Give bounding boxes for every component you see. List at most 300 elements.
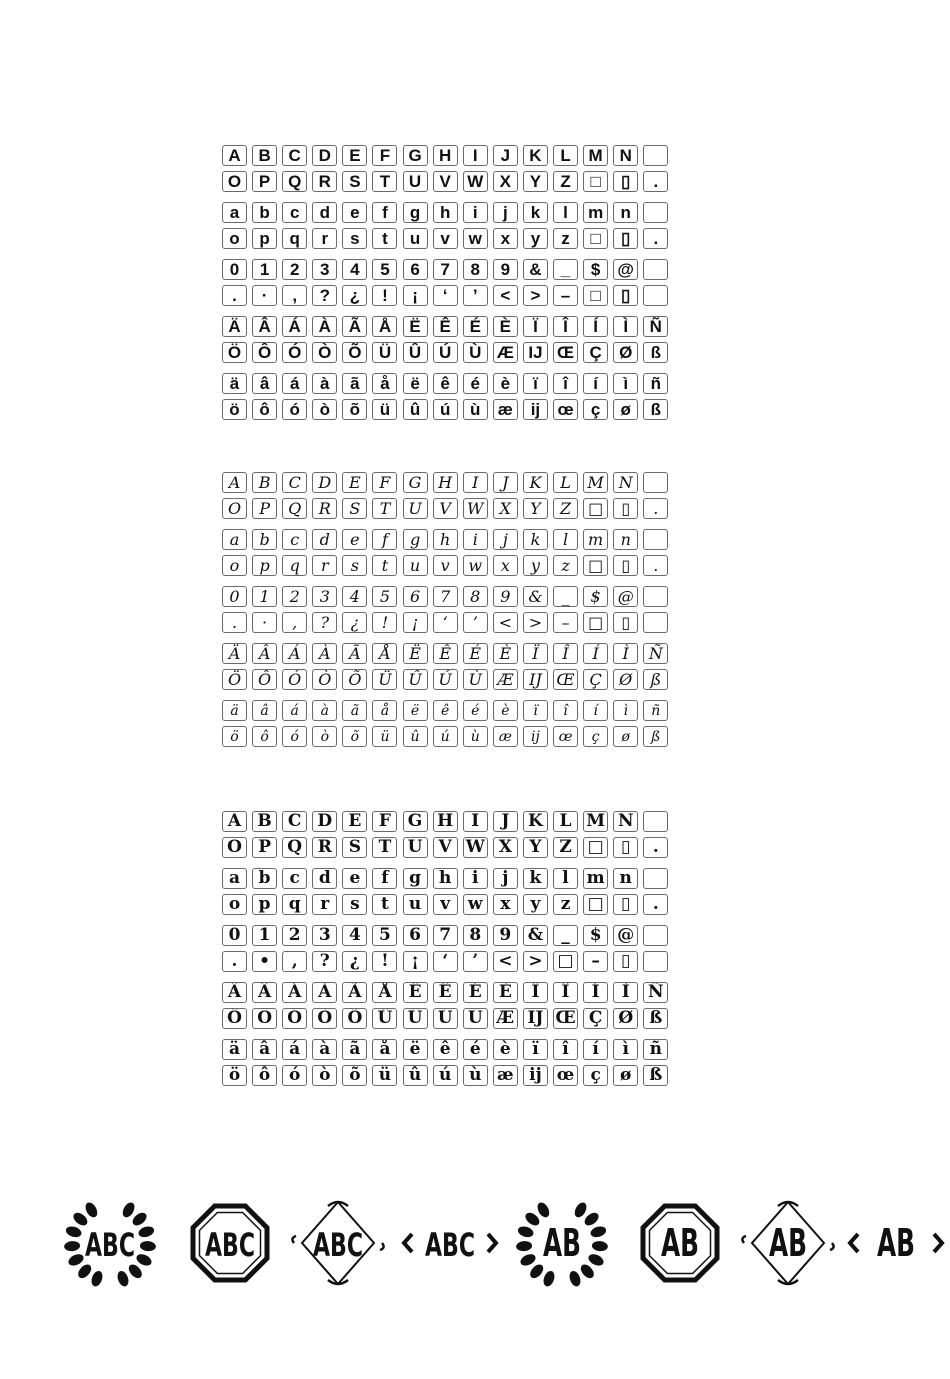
glyph-key: œ xyxy=(553,1065,578,1086)
glyph-key: – xyxy=(553,285,578,306)
monogram-letters: AB xyxy=(661,1221,699,1265)
glyph-key: æ xyxy=(493,1065,518,1086)
glyph-key: □ xyxy=(583,171,608,192)
glyph-key: U xyxy=(403,837,428,858)
glyph-key: □ xyxy=(553,951,578,972)
glyph-row xyxy=(222,700,692,722)
glyph-key: 5 xyxy=(372,259,397,280)
glyph-key: ä xyxy=(222,700,247,721)
glyph-key: e xyxy=(342,868,367,889)
glyph-key: . xyxy=(643,498,668,519)
glyph-key: S xyxy=(342,498,367,519)
glyph-key: ? xyxy=(312,612,337,633)
glyph-key: ú xyxy=(433,399,458,420)
glyph-key: L xyxy=(553,811,578,832)
glyph-row xyxy=(222,726,692,748)
glyph-key: 8 xyxy=(463,259,488,280)
glyph-key: á xyxy=(282,700,307,721)
glyph-key: 5 xyxy=(372,925,397,946)
glyph-key: m xyxy=(583,868,608,889)
glyph-key: Ø xyxy=(613,1008,638,1029)
glyph-key: v xyxy=(433,894,458,915)
glyph-key: d xyxy=(312,529,337,550)
monogram-letters: AB xyxy=(769,1221,807,1265)
glyph-key: IJ xyxy=(523,669,548,690)
glyph-key: Å xyxy=(372,316,397,337)
glyph-key: Å xyxy=(372,643,397,664)
glyph-row xyxy=(222,982,692,1004)
glyph-key: è xyxy=(493,373,518,394)
glyph-key: < xyxy=(493,612,518,633)
glyph-key: ▯ xyxy=(613,555,638,576)
glyph-row xyxy=(222,868,692,890)
glyph-key: N xyxy=(613,472,638,493)
glyph-key: p xyxy=(252,555,277,576)
glyph-key: M xyxy=(583,145,608,166)
glyph-key: . xyxy=(222,285,247,306)
glyph-key: □ xyxy=(583,555,608,576)
glyph-key: à xyxy=(312,1039,337,1060)
glyph-key xyxy=(643,811,668,832)
glyph-key: q xyxy=(282,228,307,249)
glyph-key: 0 xyxy=(222,586,247,607)
glyph-key: r xyxy=(312,555,337,576)
glyph-key: P xyxy=(252,498,277,519)
glyph-key: X xyxy=(493,498,518,519)
glyph-key: ‘ xyxy=(433,285,458,306)
glyph-row xyxy=(222,951,692,973)
glyph-key: Í xyxy=(583,982,608,1003)
glyph-key: j xyxy=(493,202,518,223)
glyph-key: R xyxy=(312,171,337,192)
monogram-letters: AB xyxy=(543,1221,581,1265)
glyph-key: Q xyxy=(282,837,307,858)
glyph-key: è xyxy=(493,700,518,721)
glyph-key: í xyxy=(583,1039,608,1060)
glyph-key: È xyxy=(493,316,518,337)
glyph-key: p xyxy=(252,894,277,915)
glyph-key: å xyxy=(372,1039,397,1060)
glyph-key: v xyxy=(433,555,458,576)
glyph-key: Œ xyxy=(553,669,578,690)
glyph-key: ê xyxy=(433,700,458,721)
glyph-key: L xyxy=(553,472,578,493)
glyph-key: 7 xyxy=(433,586,458,607)
glyph-key: w xyxy=(463,894,488,915)
monogram-frames xyxy=(60,1198,940,1288)
glyph-key: & xyxy=(523,259,548,280)
glyph-key: Ö xyxy=(222,342,247,363)
glyph-key: Ø xyxy=(613,669,638,690)
glyph-key: n xyxy=(613,868,638,889)
glyph-key: @ xyxy=(613,586,638,607)
glyph-row xyxy=(222,202,692,224)
glyph-key: â xyxy=(252,700,277,721)
glyph-key: □ xyxy=(583,285,608,306)
glyph-key: ê xyxy=(433,373,458,394)
glyph-key: 2 xyxy=(282,586,307,607)
glyph-key: 8 xyxy=(463,586,488,607)
glyph-key: V xyxy=(433,498,458,519)
glyph-key: Á xyxy=(282,316,307,337)
glyph-key: h xyxy=(433,529,458,550)
glyph-key: Å xyxy=(372,982,397,1003)
glyph-key: Ê xyxy=(433,643,458,664)
glyph-key: O xyxy=(222,171,247,192)
glyph-key: t xyxy=(372,894,397,915)
glyph-key: Y xyxy=(523,837,548,858)
glyph-key: ß xyxy=(643,1065,668,1086)
glyph-key: ö xyxy=(222,399,247,420)
glyph-row xyxy=(222,316,692,338)
glyph-key: Â xyxy=(252,316,277,337)
glyph-key: Â xyxy=(252,643,277,664)
glyph-key: Æ xyxy=(493,342,518,363)
glyph-key: ▯ xyxy=(613,894,638,915)
glyph-key: Ï xyxy=(523,643,548,664)
glyph-key: Ñ xyxy=(643,982,668,1003)
glyph-key: ù xyxy=(463,1065,488,1086)
glyph-key: Á xyxy=(282,982,307,1003)
glyph-key: , xyxy=(282,612,307,633)
glyph-key: D xyxy=(312,472,337,493)
glyph-key: ‘ xyxy=(433,612,458,633)
glyph-key: ? xyxy=(312,951,337,972)
glyph-row xyxy=(222,228,692,250)
glyph-row xyxy=(222,612,692,634)
glyph-key: é xyxy=(463,1039,488,1060)
glyph-key: 3 xyxy=(312,925,337,946)
glyph-key: é xyxy=(463,373,488,394)
glyph-key: É xyxy=(463,643,488,664)
glyph-key: m xyxy=(583,529,608,550)
glyph-key: ’ xyxy=(463,951,488,972)
glyph-key: Z xyxy=(553,837,578,858)
glyph-key: s xyxy=(342,894,367,915)
glyph-key: 2 xyxy=(282,925,307,946)
glyph-key: I xyxy=(463,472,488,493)
glyph-key: · xyxy=(252,612,277,633)
glyph-key: _ xyxy=(553,925,578,946)
laurel-wreath-monogram xyxy=(512,1198,612,1288)
glyph-key: Ê xyxy=(433,316,458,337)
glyph-key: 1 xyxy=(252,259,277,280)
glyph-row xyxy=(222,529,692,551)
glyph-key: j xyxy=(493,529,518,550)
glyph-key: u xyxy=(403,555,428,576)
glyph-row xyxy=(222,669,692,691)
glyph-key: ø xyxy=(613,1065,638,1086)
glyph-key: o xyxy=(222,555,247,576)
glyph-key: Ä xyxy=(222,982,247,1003)
glyph-key: ï xyxy=(523,700,548,721)
glyph-key: ô xyxy=(252,399,277,420)
glyph-key: d xyxy=(312,868,337,889)
glyph-key: H xyxy=(433,145,458,166)
glyph-key: ▯ xyxy=(613,498,638,519)
glyph-key: Ó xyxy=(282,1008,307,1029)
glyph-key: 3 xyxy=(312,259,337,280)
glyph-key: 4 xyxy=(342,259,367,280)
glyph-key: ö xyxy=(222,1065,247,1086)
glyph-key: i xyxy=(463,529,488,550)
glyph-key: I xyxy=(463,145,488,166)
glyph-key: c xyxy=(282,202,307,223)
glyph-key: í xyxy=(583,700,608,721)
glyph-key: Ë xyxy=(403,316,428,337)
glyph-key: s xyxy=(342,555,367,576)
glyph-key xyxy=(643,868,668,889)
glyph-key: Í xyxy=(583,643,608,664)
glyph-key: T xyxy=(372,171,397,192)
scroll-bracket-monogram xyxy=(738,1198,838,1288)
glyph-key: . xyxy=(643,171,668,192)
glyph-key: å xyxy=(372,700,397,721)
glyph-row xyxy=(222,925,692,947)
glyph-key: ë xyxy=(403,700,428,721)
glyph-key: I xyxy=(463,811,488,832)
glyph-key: ▯ xyxy=(613,612,638,633)
glyph-key: _ xyxy=(553,259,578,280)
glyph-key: æ xyxy=(493,399,518,420)
glyph-key: – xyxy=(583,951,608,972)
glyph-row xyxy=(222,171,692,193)
glyph-key: å xyxy=(372,373,397,394)
glyph-key: ì xyxy=(613,373,638,394)
glyph-key: b xyxy=(252,202,277,223)
glyph-key: ij xyxy=(523,726,548,747)
glyph-key: Î xyxy=(553,316,578,337)
glyph-key: 0 xyxy=(222,259,247,280)
monogram-letters: AB xyxy=(877,1221,915,1265)
glyph-key: ‘ xyxy=(433,951,458,972)
glyph-key: V xyxy=(433,171,458,192)
glyph-key: □ xyxy=(583,498,608,519)
glyph-key: . xyxy=(643,837,668,858)
glyph-key: Ì xyxy=(613,643,638,664)
glyph-key: · xyxy=(252,285,277,306)
glyph-key xyxy=(643,951,668,972)
glyph-key: B xyxy=(252,145,277,166)
glyph-key: r xyxy=(312,894,337,915)
glyph-key: h xyxy=(433,202,458,223)
glyph-key: ! xyxy=(372,951,397,972)
glyph-key: Â xyxy=(252,982,277,1003)
glyph-key: $ xyxy=(583,925,608,946)
glyph-key: t xyxy=(372,555,397,576)
glyph-key: & xyxy=(523,586,548,607)
glyph-key: ó xyxy=(282,399,307,420)
glyph-key: Ë xyxy=(403,643,428,664)
glyph-key: . xyxy=(643,894,668,915)
glyph-key: i xyxy=(463,868,488,889)
glyph-key: W xyxy=(463,498,488,519)
glyph-key: O xyxy=(222,498,247,519)
glyph-key: > xyxy=(523,612,548,633)
glyph-key: 7 xyxy=(433,259,458,280)
glyph-key: ! xyxy=(372,612,397,633)
glyph-key: K xyxy=(523,472,548,493)
glyph-key: õ xyxy=(342,726,367,747)
glyph-key: ä xyxy=(222,1039,247,1060)
glyph-key: ô xyxy=(252,1065,277,1086)
glyph-key: ’ xyxy=(463,612,488,633)
glyph-key: IJ xyxy=(523,342,548,363)
angle-bracket-monogram xyxy=(400,1198,500,1288)
glyph-key: E xyxy=(342,145,367,166)
glyph-key: ù xyxy=(463,399,488,420)
glyph-key: a xyxy=(222,529,247,550)
glyph-key: à xyxy=(312,700,337,721)
glyph-key: l xyxy=(553,202,578,223)
glyph-row xyxy=(222,259,692,281)
glyph-key xyxy=(643,472,668,493)
glyph-key: F xyxy=(372,145,397,166)
glyph-key: , xyxy=(282,951,307,972)
glyph-key: 7 xyxy=(433,925,458,946)
glyph-key: ã xyxy=(342,700,367,721)
glyph-key: x xyxy=(493,555,518,576)
glyph-key: s xyxy=(342,228,367,249)
glyph-key: À xyxy=(312,316,337,337)
glyph-key: Ì xyxy=(613,982,638,1003)
glyph-key xyxy=(643,285,668,306)
glyph-key: ì xyxy=(613,1039,638,1060)
glyph-key: Ã xyxy=(342,643,367,664)
glyph-key: k xyxy=(523,202,548,223)
glyph-row xyxy=(222,1008,692,1030)
glyph-key: Ç xyxy=(583,342,608,363)
glyph-key: À xyxy=(312,982,337,1003)
glyph-key: Î xyxy=(553,643,578,664)
glyph-key: Á xyxy=(282,643,307,664)
glyph-key xyxy=(643,259,668,280)
glyph-key: y xyxy=(523,228,548,249)
glyph-key: n xyxy=(613,202,638,223)
glyph-key: ú xyxy=(433,1065,458,1086)
glyph-key: X xyxy=(493,171,518,192)
glyph-key: 2 xyxy=(282,259,307,280)
glyph-key: k xyxy=(523,529,548,550)
glyph-key: ß xyxy=(643,342,668,363)
glyph-key: S xyxy=(342,837,367,858)
glyph-key: ì xyxy=(613,700,638,721)
glyph-row xyxy=(222,1039,692,1061)
glyph-key: ø xyxy=(613,726,638,747)
glyph-key: Ù xyxy=(463,669,488,690)
glyph-key: • xyxy=(252,951,277,972)
glyph-key: Ç xyxy=(583,1008,608,1029)
glyph-key: î xyxy=(553,700,578,721)
glyph-row xyxy=(222,498,692,520)
glyph-key: □ xyxy=(583,894,608,915)
glyph-key: À xyxy=(312,643,337,664)
glyph-key: z xyxy=(553,894,578,915)
glyph-key: Æ xyxy=(493,1008,518,1029)
glyph-key: f xyxy=(372,202,397,223)
glyph-key: _ xyxy=(553,586,578,607)
glyph-key: , xyxy=(282,285,307,306)
glyph-key: r xyxy=(312,228,337,249)
glyph-key: û xyxy=(403,1065,428,1086)
glyph-row xyxy=(222,811,692,833)
glyph-key: ▯ xyxy=(613,228,638,249)
glyph-key: Q xyxy=(282,498,307,519)
glyph-key: □ xyxy=(583,837,608,858)
glyph-row xyxy=(222,1065,692,1087)
glyph-key: 0 xyxy=(222,925,247,946)
glyph-key: Æ xyxy=(493,669,518,690)
glyph-key: Y xyxy=(523,498,548,519)
glyph-key: Ç xyxy=(583,669,608,690)
glyph-key: v xyxy=(433,228,458,249)
glyph-key: c xyxy=(282,868,307,889)
glyph-key: Ê xyxy=(433,982,458,1003)
octagon-monogram xyxy=(180,1198,280,1288)
glyph-key: ß xyxy=(643,726,668,747)
glyph-key: B xyxy=(252,472,277,493)
charset-script xyxy=(222,472,692,752)
glyph-key: A xyxy=(222,472,247,493)
glyph-key: 3 xyxy=(312,586,337,607)
glyph-key: Œ xyxy=(553,1008,578,1029)
glyph-key: Í xyxy=(583,316,608,337)
glyph-key: Œ xyxy=(553,342,578,363)
glyph-key: e xyxy=(342,202,367,223)
glyph-key: 1 xyxy=(252,925,277,946)
glyph-key: ij xyxy=(523,1065,548,1086)
glyph-key: ê xyxy=(433,1039,458,1060)
glyph-key: W xyxy=(463,171,488,192)
glyph-row xyxy=(222,643,692,665)
glyph-key: IJ xyxy=(523,1008,548,1029)
glyph-key: G xyxy=(403,811,428,832)
glyph-key: n xyxy=(613,529,638,550)
glyph-key: $ xyxy=(583,259,608,280)
glyph-key: @ xyxy=(613,925,638,946)
glyph-key: A xyxy=(222,811,247,832)
glyph-key: X xyxy=(493,837,518,858)
glyph-key: Ä xyxy=(222,643,247,664)
glyph-key: ¿ xyxy=(342,951,367,972)
glyph-key: 9 xyxy=(493,925,518,946)
glyph-key: U xyxy=(403,498,428,519)
glyph-key: ¡ xyxy=(403,612,428,633)
glyph-key: z xyxy=(553,228,578,249)
glyph-key: > xyxy=(523,285,548,306)
glyph-key: ó xyxy=(282,726,307,747)
glyph-key: ã xyxy=(342,1039,367,1060)
laurel-wreath-monogram xyxy=(60,1198,160,1288)
glyph-key: æ xyxy=(493,726,518,747)
glyph-key: 6 xyxy=(403,586,428,607)
glyph-key: O xyxy=(222,837,247,858)
glyph-row xyxy=(222,586,692,608)
glyph-key: ç xyxy=(583,726,608,747)
glyph-key: u xyxy=(403,228,428,249)
glyph-key: 6 xyxy=(403,925,428,946)
glyph-key: õ xyxy=(342,399,367,420)
glyph-key: â xyxy=(252,373,277,394)
glyph-row xyxy=(222,472,692,494)
glyph-key: û xyxy=(403,399,428,420)
glyph-key: y xyxy=(523,894,548,915)
glyph-key: t xyxy=(372,228,397,249)
glyph-key: c xyxy=(282,529,307,550)
glyph-key: ß xyxy=(643,399,668,420)
glyph-key: q xyxy=(282,894,307,915)
glyph-key: f xyxy=(372,529,397,550)
